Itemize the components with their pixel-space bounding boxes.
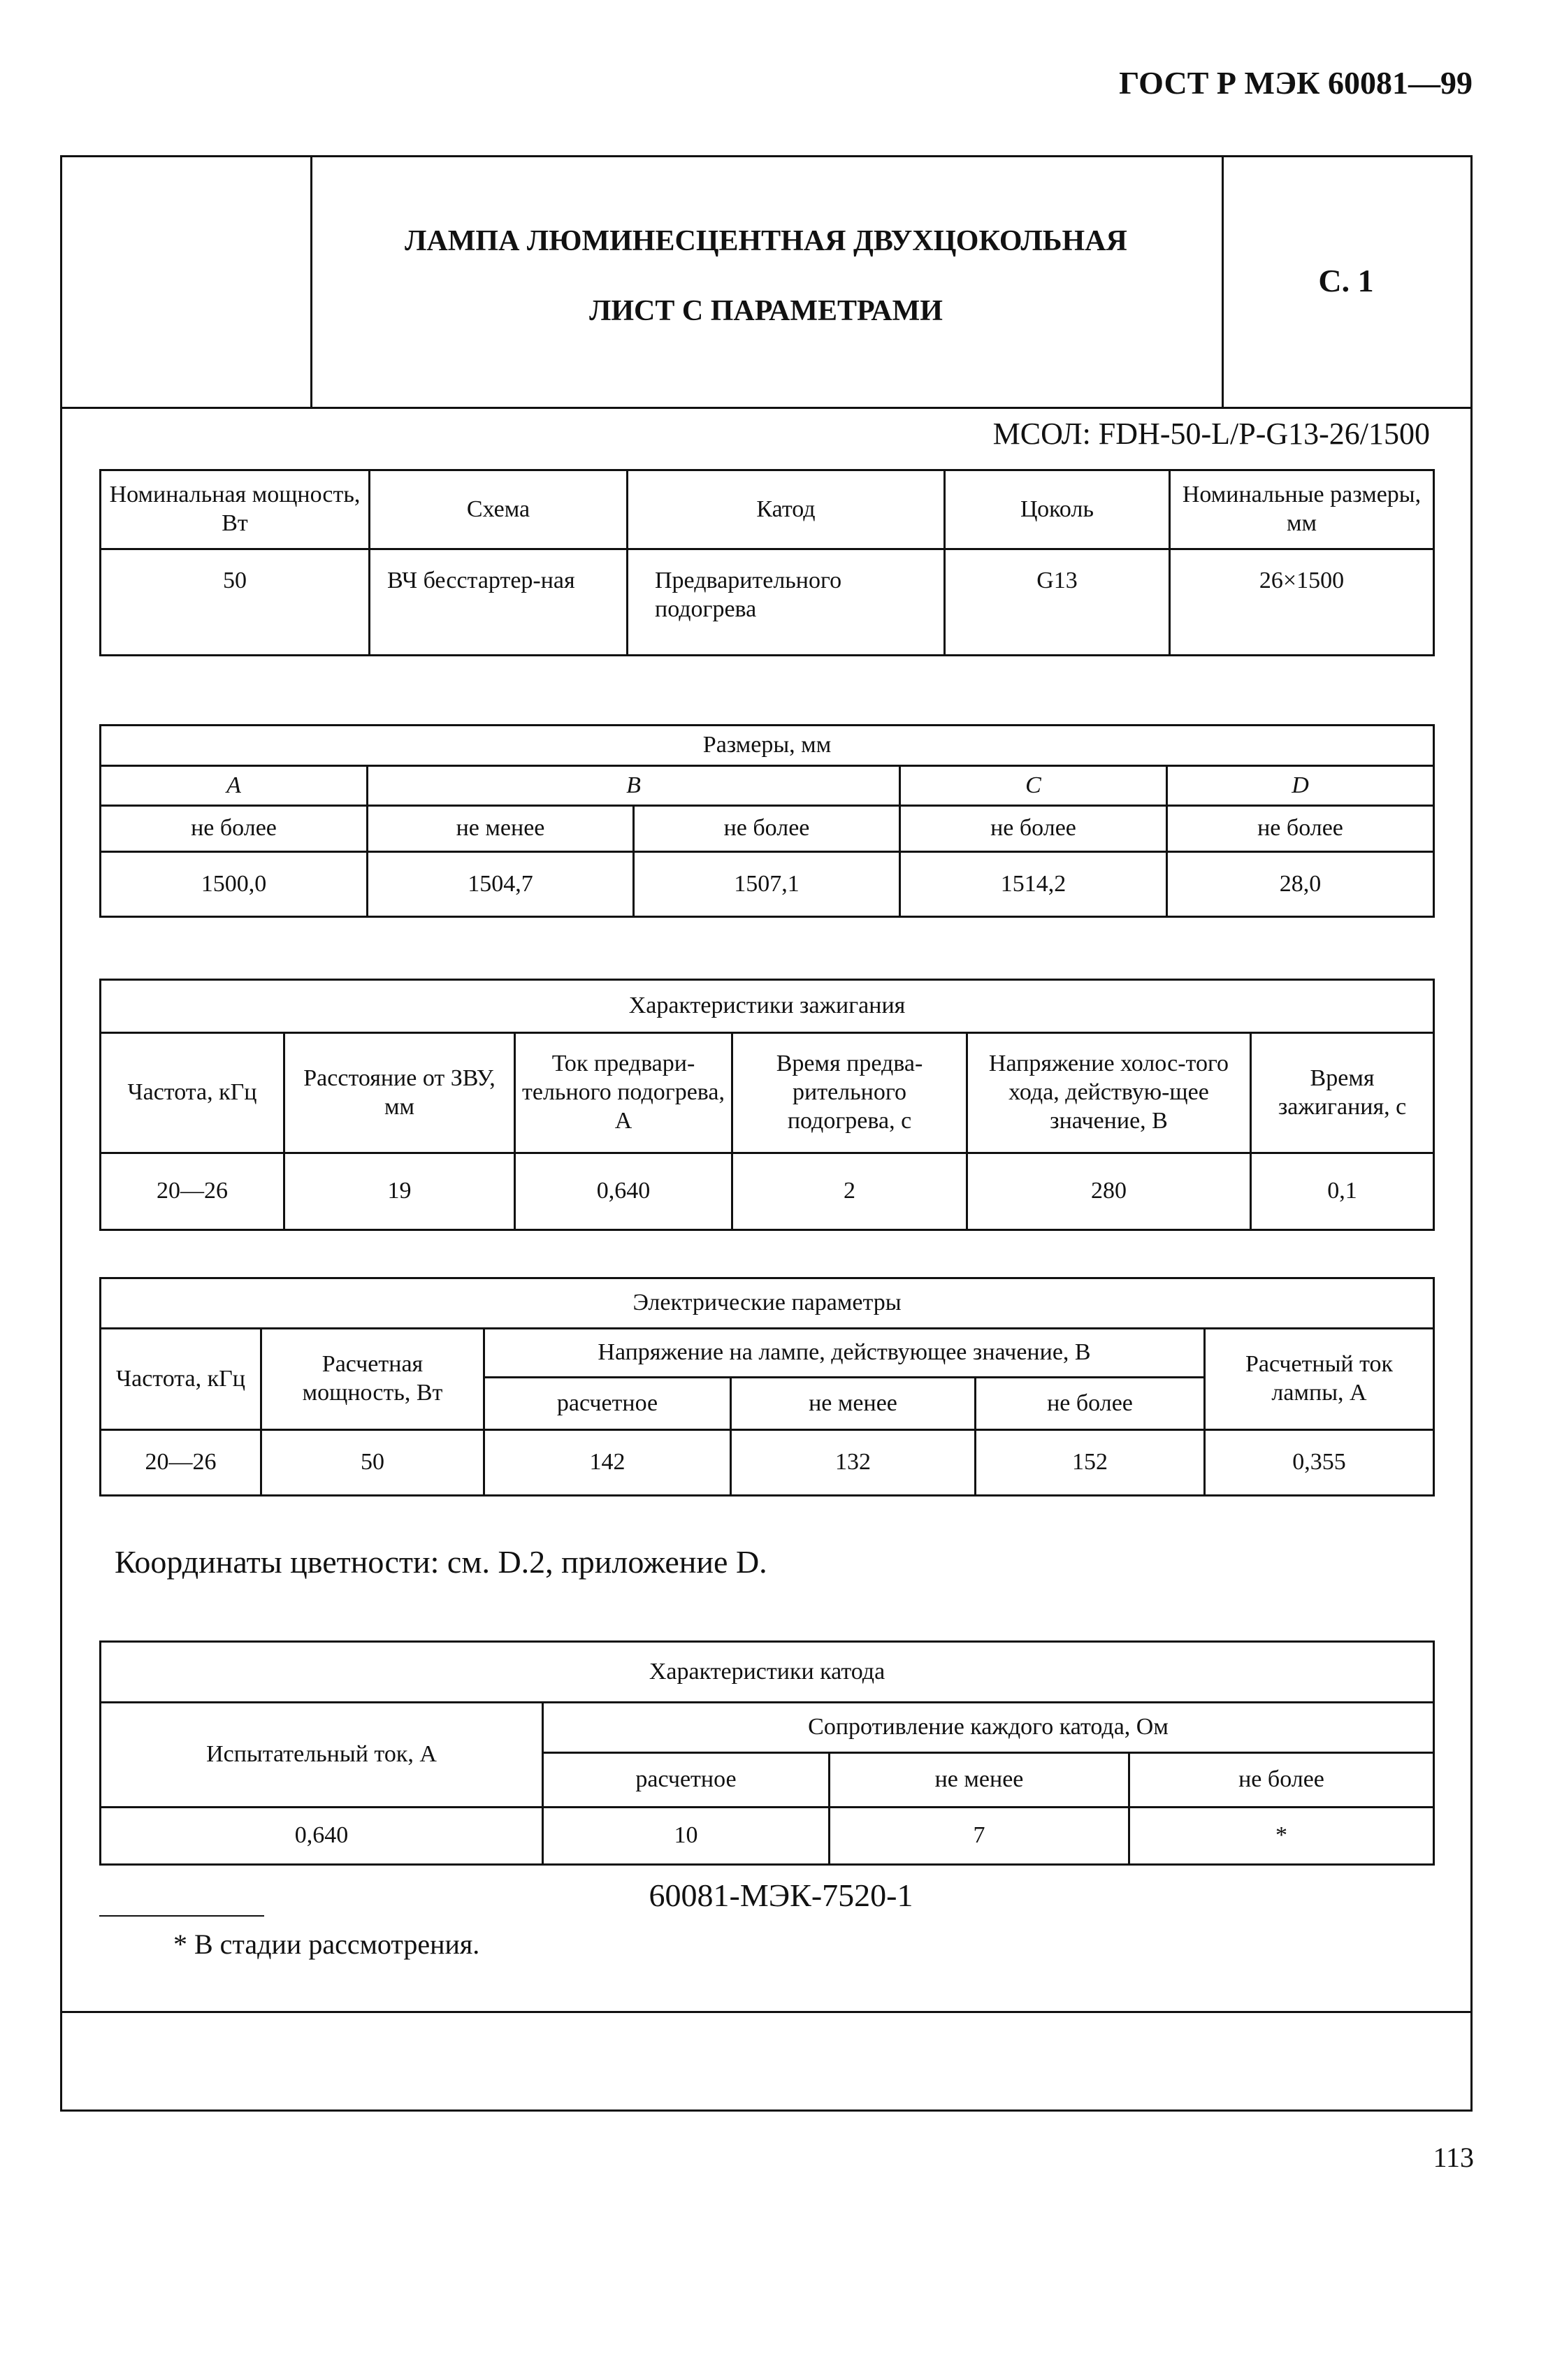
value-cell: 20—26	[101, 1153, 284, 1230]
header-title-cell	[310, 157, 1224, 407]
value-cell: 7	[830, 1808, 1129, 1865]
page-number: 113	[1433, 2142, 1474, 2173]
dimension-letter: C	[900, 766, 1167, 806]
header-blank-cell	[62, 157, 312, 407]
table-title: Характеристики зажигания	[101, 980, 1434, 1033]
header-cell: Расстояние от ЗВУ, мм	[284, 1033, 515, 1153]
header-cell: Напряжение на лампе, действующее значение, В	[484, 1329, 1205, 1378]
limit-cell: не менее	[368, 806, 634, 852]
header-cell: Номинальные размеры, мм	[1170, 470, 1434, 549]
value-cell: Предварительного подогрева	[628, 549, 945, 656]
limit-cell: не более	[900, 806, 1167, 852]
chromaticity-note: Координаты цветности: см. D.2, приложение D.	[115, 1544, 767, 1580]
value-cell: 1500,0	[101, 852, 368, 917]
sheet-title: ЛАМПА ЛЮМИНЕСЦЕНТНАЯ ДВУХЦОКОЛЬНАЯ	[405, 225, 1127, 257]
value-cell: 0,640	[101, 1808, 543, 1865]
value-cell: 0,1	[1251, 1153, 1434, 1230]
table-title: Размеры, мм	[101, 726, 1434, 766]
value-cell: 0,355	[1205, 1430, 1434, 1496]
value-cell: 50	[261, 1430, 484, 1496]
standard-number: ГОСТ Р МЭК 60081—99	[1119, 65, 1473, 101]
subheader-cell: не менее	[830, 1753, 1129, 1808]
value-cell: 19	[284, 1153, 515, 1230]
header-page-cell	[1222, 157, 1470, 407]
dimension-letter: B	[368, 766, 900, 806]
value-cell: ВЧ бесстартер-ная	[370, 549, 628, 656]
dimension-letter: A	[101, 766, 368, 806]
subheader-cell: не более	[1129, 1753, 1434, 1808]
value-cell: 132	[731, 1430, 976, 1496]
sheet-subtitle: ЛИСТ С ПАРАМЕТРАМИ	[589, 295, 943, 327]
value-cell: 50	[101, 549, 370, 656]
sheet-id: 60081-МЭК-7520-1	[649, 1877, 913, 1913]
footnote: * В стадии рассмотрения.	[173, 1928, 480, 1960]
header-cell: Расчетный ток лампы, А	[1205, 1329, 1434, 1430]
limit-cell: не более	[634, 806, 900, 852]
value-cell: G13	[945, 549, 1170, 656]
header-cell: Время предва-рительного подогрева, с	[732, 1033, 967, 1153]
header-cell: Напряжение холос-того хода, действую-щее значение, В	[967, 1033, 1251, 1153]
limit-cell: не более	[101, 806, 368, 852]
value-cell: 1507,1	[634, 852, 900, 917]
subheader-cell: не более	[976, 1378, 1205, 1430]
sheet-footer	[62, 2011, 1470, 2114]
header-cell: Схема	[370, 470, 628, 549]
header-cell: Номинальная мощность, Вт	[101, 470, 370, 549]
value-cell: 280	[967, 1153, 1251, 1230]
electrical-table	[99, 1277, 1435, 1496]
subheader-cell: расчетное	[484, 1378, 731, 1430]
dimensions-table	[99, 724, 1435, 918]
header-cell: Расчетная мощность, Вт	[261, 1329, 484, 1430]
footnote-rule	[99, 1915, 264, 1917]
table-title: Электрические параметры	[101, 1278, 1434, 1329]
value-cell: 1514,2	[900, 852, 1167, 917]
value-cell: 1504,7	[368, 852, 634, 917]
value-cell: 10	[543, 1808, 830, 1865]
ignition-table	[99, 979, 1435, 1231]
lamp-designation: МСОЛ: FDH-50-L/P-G13-26/1500	[992, 417, 1430, 451]
header-cell: Время зажигания, с	[1251, 1033, 1434, 1153]
table-title: Характеристики катода	[101, 1642, 1434, 1703]
header-cell: Испытательный ток, А	[101, 1703, 543, 1808]
value-cell: 152	[976, 1430, 1205, 1496]
sheet-header	[62, 157, 1470, 409]
value-cell: 26×1500	[1170, 549, 1434, 656]
value-cell: 0,640	[515, 1153, 732, 1230]
value-cell: 142	[484, 1430, 731, 1496]
sheet-page: С. 1	[1318, 263, 1374, 298]
header-cell: Частота, кГц	[101, 1329, 261, 1430]
header-cell: Катод	[628, 470, 945, 549]
subheader-cell: не менее	[731, 1378, 976, 1430]
value-cell: 28,0	[1167, 852, 1434, 917]
dimension-letter: D	[1167, 766, 1434, 806]
value-cell: *	[1129, 1808, 1434, 1865]
header-cell: Цоколь	[945, 470, 1170, 549]
subheader-cell: расчетное	[543, 1753, 830, 1808]
limit-cell: не более	[1167, 806, 1434, 852]
cathode-table	[99, 1640, 1435, 1866]
general-table	[99, 469, 1435, 656]
header-cell: Ток предвари-тельного подогрева, А	[515, 1033, 732, 1153]
header-cell: Сопротивление каждого катода, Ом	[543, 1703, 1434, 1753]
header-cell: Частота, кГц	[101, 1033, 284, 1153]
value-cell: 20—26	[101, 1430, 261, 1496]
value-cell: 2	[732, 1153, 967, 1230]
